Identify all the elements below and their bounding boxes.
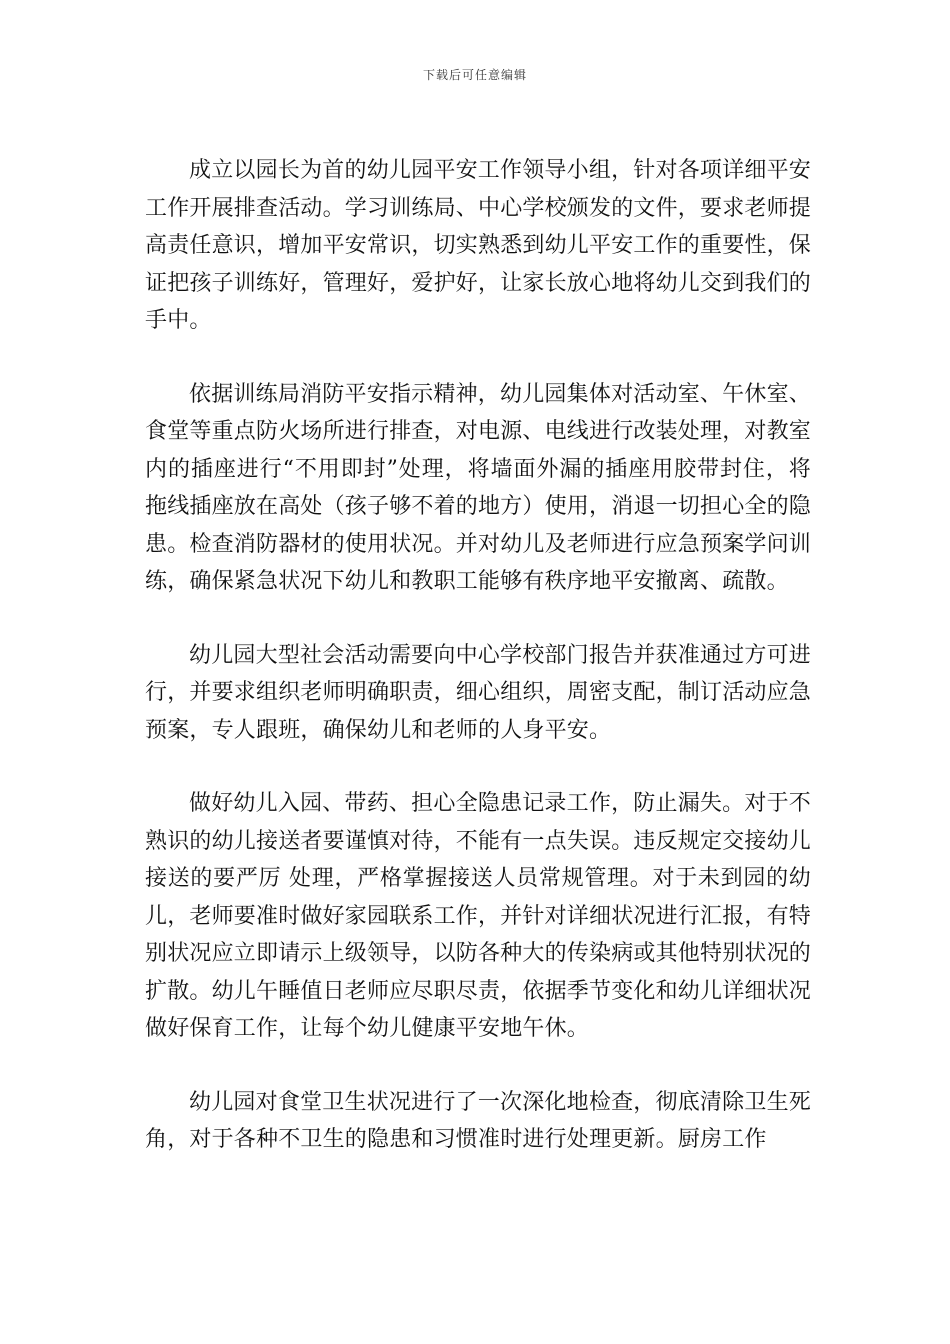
document-body (145, 152, 811, 1159)
paragraph-social-activities: 幼儿园大型社会活动需要向中心学校部门报告并获准通过方可进行，并要求组织老师明确职责，细心组织，周密支配，制订活动应急预案，专人跟班，确保幼儿和老师的人身平安。 (145, 642, 812, 743)
paragraph-canteen-hygiene: 幼儿园对食堂卫生状况进行了一次深化地检查，彻底清除卫生死角，对于各种不卫生的隐患和习惯准时进行处理更新。厨房工作 (145, 1089, 811, 1152)
paragraph-attendance-records: 做好幼儿入园、带药、担心全隐患记录工作，防止漏失。对于不熟识的幼儿接送者要谨慎对待，不能有一点失误。违反规定交接幼儿接送的要严厉 处理，严格掌握接送人员常规管理。对于未到园的幼儿，老师要准时做好家园联系工作，并针对详细状况进行汇报，有特别状况应立即请示上级领导，以防各种大的传染病或其他特别状况的扩散。幼儿午睡值日老师应尽职尽责，依据季节变化和幼儿详细状况做好保育工作，让每个幼儿健康平安地午休。 (145, 791, 812, 1041)
paragraph-fire-safety: 依据训练局消防平安指示精神，幼儿园集体对活动室、午休室、食堂等重点防火场所进行排查，对电源、电线进行改装处理，对教室内的插座进行“不用即封”处理，将墙面外漏的插座用胶带封住，将拖线插座放在高处（孩子够不着的地方）使用，消退一切担心全的隐患。检查消防器材的使用状况。并对幼儿及老师进行应急预案学问训练，确保紧急状况下幼儿和教职工能够有秩序地平安撤离、疏散。 (145, 381, 812, 594)
paragraph-safety-team: 成立以园长为首的幼儿园平安工作领导小组，针对各项详细平安工作开展排查活动。学习训练局、中心学校颁发的文件，要求老师提高责任意识，增加平安常识，切实熟悉到幼儿平安工作的重要性，保证把孩子训练好，管理好，爱护好，让家长放心地将幼儿交到我们的手中。 (145, 158, 812, 333)
download-note: 下载后可任意编辑 (422, 68, 527, 82)
